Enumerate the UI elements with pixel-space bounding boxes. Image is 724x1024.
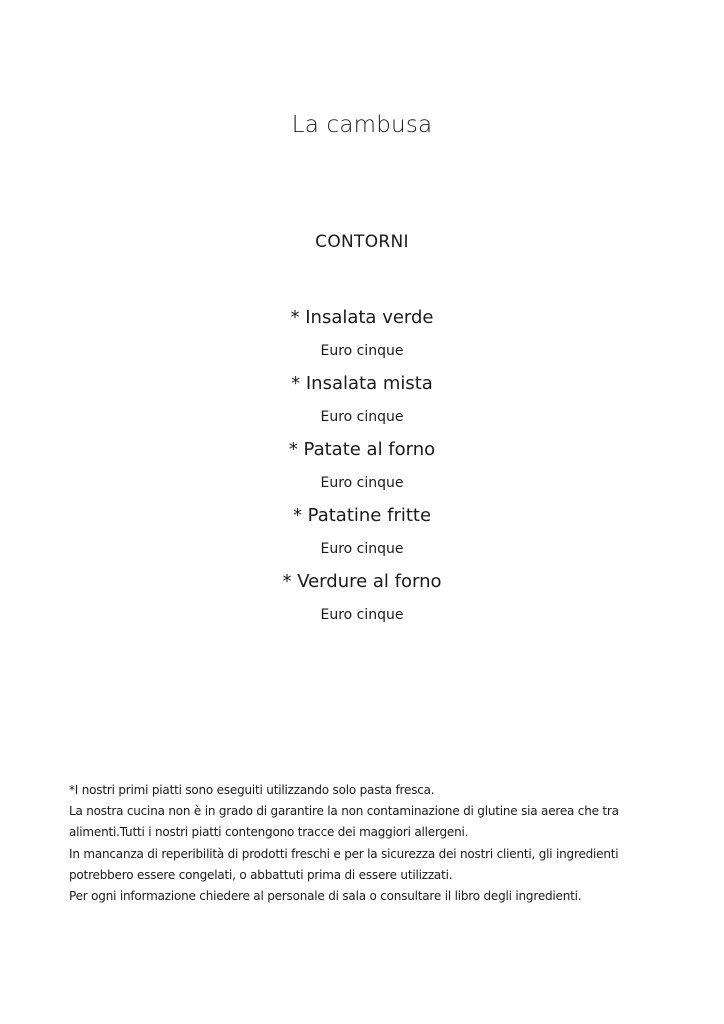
dish-price: Euro cinque — [320, 607, 404, 623]
note-line: alimenti.Tutti i nostri piatti contengono tracce dei maggiori allergeni. — [69, 825, 469, 840]
dish-name: * Verdure al forno — [282, 571, 442, 592]
dish-item — [0, 304, 724, 370]
dish-item — [0, 370, 724, 436]
dish-item — [0, 436, 724, 502]
dish-item — [0, 568, 724, 634]
dish-name: * Insalata mista — [291, 373, 433, 394]
section-title: CONTORNI — [315, 232, 409, 252]
note-line: La nostra cucina non è in grado di garantire la non contaminazione di glutine sia aerea che tra — [69, 804, 619, 819]
note-line: Per ogni informazione chiedere al personale di sala o consultare il libro degli ingredienti. — [69, 889, 582, 904]
dish-price: Euro cinque — [320, 475, 404, 491]
dish-list — [0, 304, 724, 634]
dish-name: * Patatine fritte — [292, 505, 432, 526]
dish-price: Euro cinque — [320, 409, 404, 425]
restaurant-name: La cambusa — [291, 112, 433, 138]
dish-name: * Patate al forno — [288, 439, 436, 460]
note-line: In mancanza di reperibilità di prodotti freschi e per la sicurezza dei nostri clienti, gli ingredienti — [69, 846, 619, 861]
dish-price: Euro cinque — [320, 343, 404, 359]
dish-item — [0, 502, 724, 568]
dish-name: * Insalata verde — [290, 307, 434, 328]
note-line: *I nostri primi piatti sono eseguiti utilizzando solo pasta fresca. — [69, 783, 435, 797]
dish-price: Euro cinque — [320, 541, 404, 557]
allergen-notes — [69, 780, 669, 907]
note-line: potrebbero essere congelati, o abbattuti prima di essere utilizzati. — [69, 867, 453, 882]
